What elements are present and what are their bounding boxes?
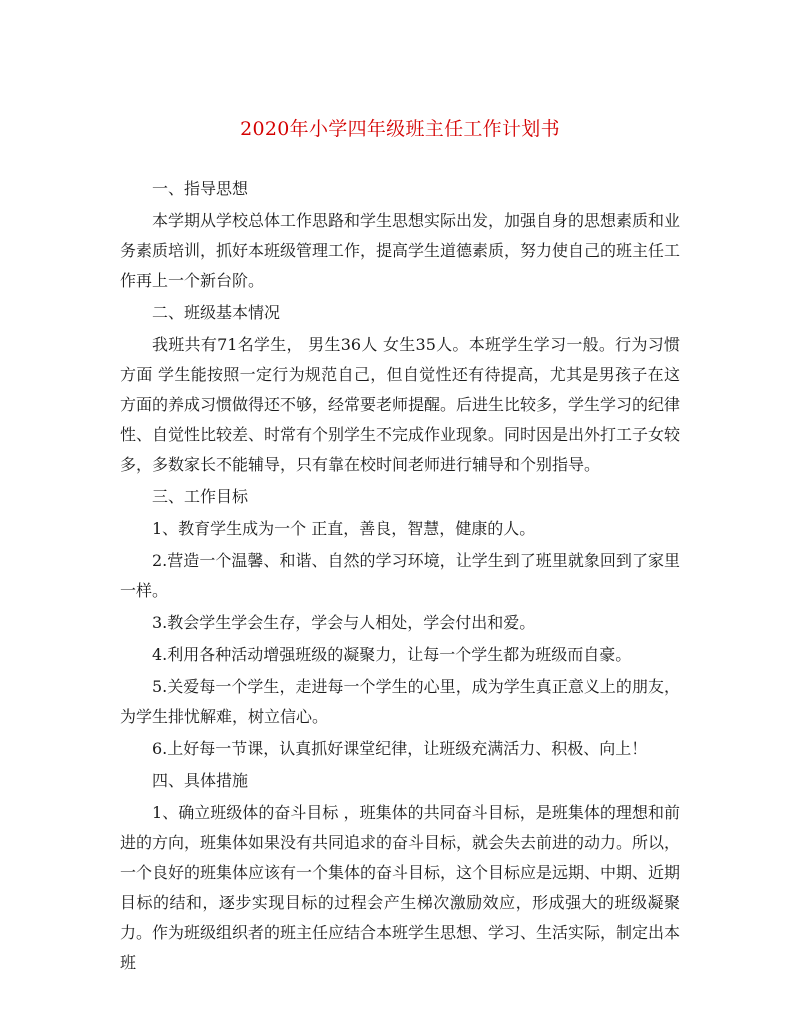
paragraph: 1、确立班级体的奋斗目标 ，班集体的共同奋斗目标，是班集体的理想和前进的方向，班集体如果没有共同追求的奋斗目标，就会失去前进的动力。所以，一个良好的班集体应该有一个集体的奋斗目标，这个目标应是远期、中期、近期目标的结和，逐步实现目标的过程会产生梯次激励效应，形成强大的班级凝聚力。作为班级组织者的班主任应结合本班学生思想、学习、生活实际，制定出本班 xyxy=(120,803,681,972)
paragraph: 5.关爱每一个学生，走进每一个学生的心里，成为学生真正意义上的朋友，为学生排忧解难，树立信心。 xyxy=(120,677,680,726)
document-body xyxy=(120,174,680,980)
section-heading: 四、具体措施 xyxy=(152,771,249,790)
section-heading: 一、指导思想 xyxy=(152,179,249,198)
paragraph: 1、教育学生成为一个 正直，善良，智慧，健康的人。 xyxy=(152,519,536,538)
paragraph: 3.教会学生学会生存，学会与人相处，学会付出和爱。 xyxy=(152,613,536,632)
section-heading: 三、工作目标 xyxy=(152,487,249,506)
section-heading: 二、班级基本情况 xyxy=(152,303,281,322)
paragraph: 我班共有71名学生， 男生36人 女生35人。本班学生学习一般。行为习惯方面 学生能按照一定行为规范自己，但自觉性还有待提高，尤其是男孩子在这方面的养成习惯做得还不够，经常要老师提醒。后进生比较多，学生学习的纪律性、自觉性比较差、时常有个别学生不完成作业现象。同时因是出外打工子女较多，多数家长不能辅导，只有靠在校时间老师进行辅导和个别指导。 xyxy=(120,335,681,474)
document-title: 2020年小学四年级班主任工作计划书 xyxy=(240,118,560,140)
paragraph: 6.上好每一节课，认真抓好课堂纪律，让班级充满活力、积极、向上！ xyxy=(152,739,648,758)
paragraph: 2.营造一个温馨、和谐、自然的学习环境，让学生到了班里就象回到了家里一样。 xyxy=(120,551,680,600)
paragraph: 4.利用各种活动增强班级的凝聚力，让每一个学生都为班级而自豪。 xyxy=(152,645,632,664)
paragraph: 本学期从学校总体工作思路和学生思想实际出发，加强自身的思想素质和业务素质培训，抓好本班级管理工作，提高学生道德素质，努力使自己的班主任工作再上一个新台阶。 xyxy=(120,211,681,290)
